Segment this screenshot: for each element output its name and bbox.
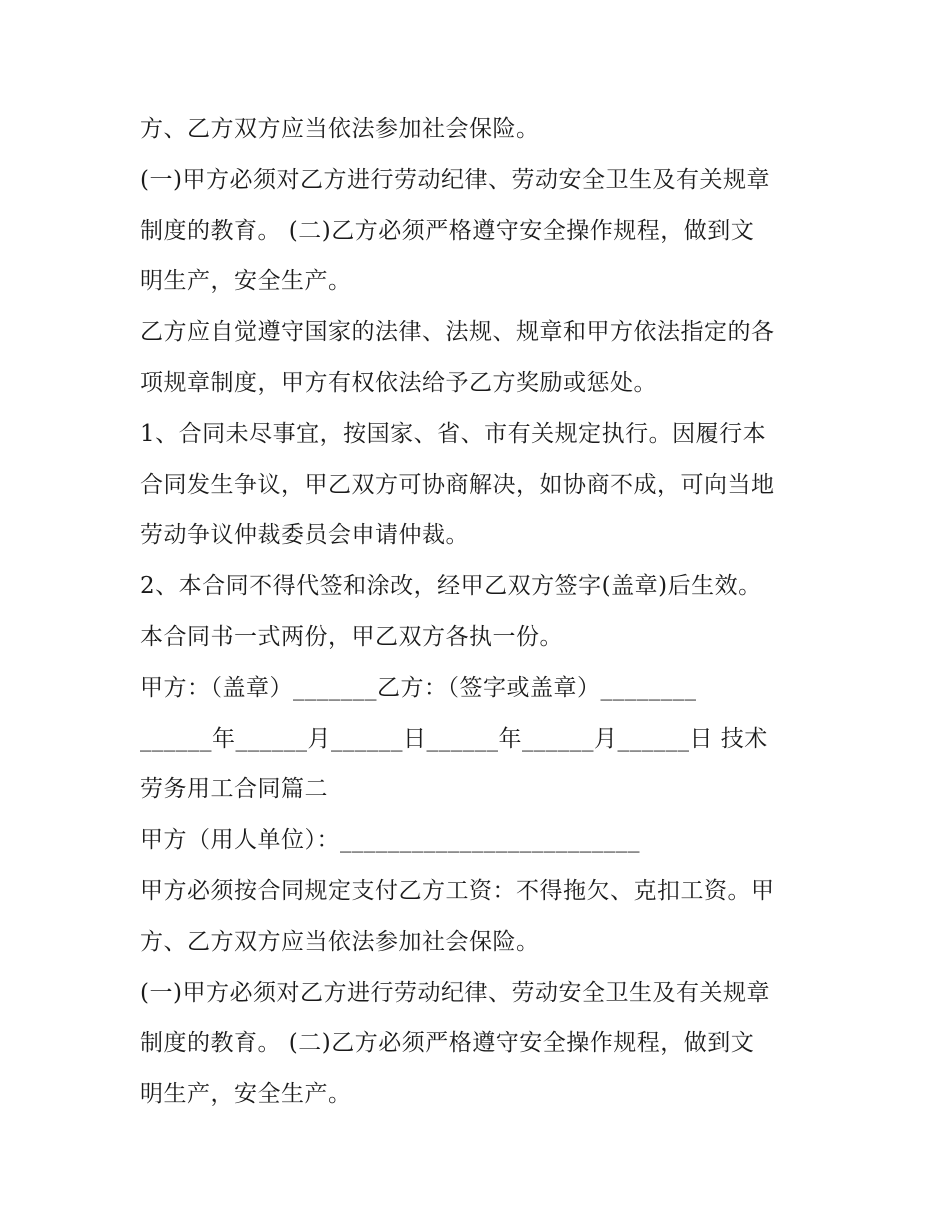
text-line: 制度的教育。 (二)乙方必须严格遵守安全操作规程，做到文 — [140, 1030, 755, 1057]
text-line: 方、乙方双方应当依法参加社会保险。 — [140, 116, 540, 142]
section-title: 劳务用工合同篇二 — [140, 776, 328, 803]
text-line: 乙方应自觉遵守国家的法律、法规、规章和甲方依法指定的各 — [140, 319, 775, 346]
text-line: 劳动争议仲裁委员会申请仲裁。 — [140, 522, 469, 549]
text-line: 2、本合同不得代签和涂改，经甲乙双方签字(盖章)后生效。 — [140, 573, 762, 600]
text-line: 制度的教育。 (二)乙方必须严格遵守安全操作规程，做到文 — [140, 217, 755, 244]
text-line: 明生产，安全生产。 — [140, 1081, 352, 1108]
text-line: 甲方必须按合同规定支付乙方工资：不得拖欠、克扣工资。甲 — [140, 877, 775, 904]
employer-field-line: 甲方（用人单位）：_________________________ — [140, 827, 640, 854]
document-body — [140, 104, 820, 1120]
signature-line: 甲方：（盖章）_______乙方：（签字或盖章）________ — [140, 674, 697, 701]
text-line: 方、乙方双方应当依法参加社会保险。 — [140, 928, 540, 955]
text-line: 1、合同未尽事宜，按国家、省、市有关规定执行。因履行本 — [140, 420, 767, 447]
text-line: (一)甲方必须对乙方进行劳动纪律、劳动安全卫生及有关规章 — [140, 166, 770, 193]
date-line: ______年______月______日______年______月______日 技术 — [140, 725, 768, 752]
text-line: 项规章制度，甲方有权依法给予乙方奖励或惩处。 — [140, 369, 657, 396]
text-line: 明生产，安全生产。 — [140, 268, 352, 295]
text-line: 合同发生争议，甲乙双方可协商解决，如协商不成，可向当地 — [140, 471, 775, 498]
text-line: 本合同书一式两份，甲乙双方各执一份。 — [140, 623, 563, 650]
text-line: (一)甲方必须对乙方进行劳动纪律、劳动安全卫生及有关规章 — [140, 979, 770, 1006]
